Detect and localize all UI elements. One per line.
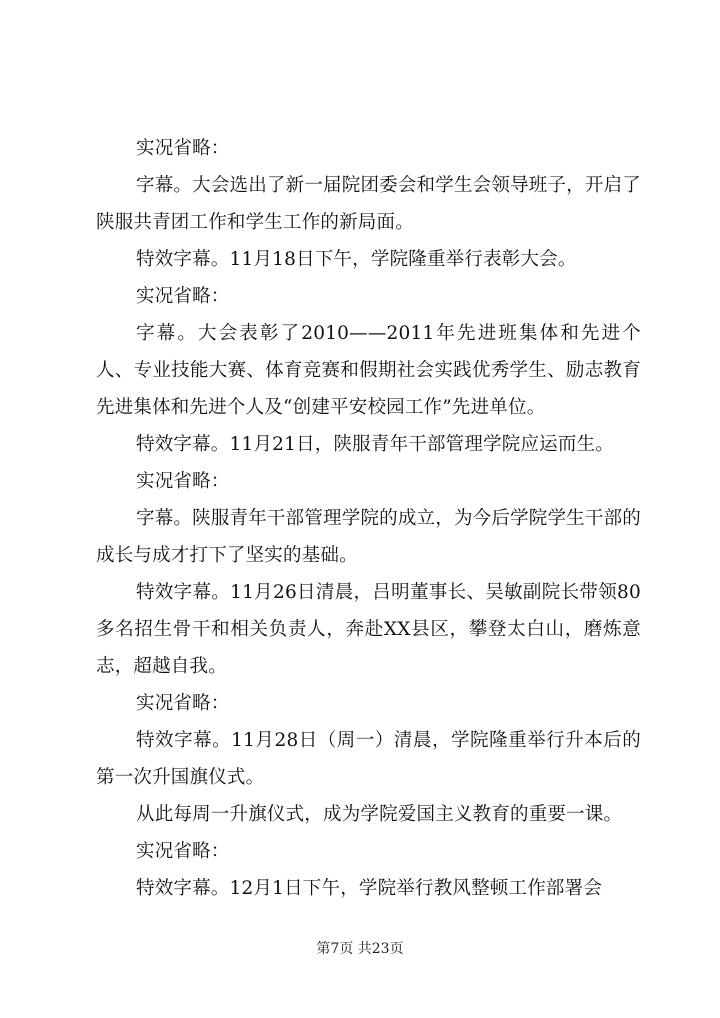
paragraph: 实况省略：: [136, 471, 230, 492]
paragraph: 从此每周一升旗仪式，成为学院爱国主义教育的重要一课。: [136, 804, 623, 825]
paragraph: 字幕。大会选出了新一届院团委会和学生会领导班子，开启了陕服共青团工作和学生工作的新局面。: [96, 175, 641, 233]
paragraph: 实况省略：: [136, 138, 230, 159]
page-number-label: 第7页 共23页: [316, 941, 404, 957]
paragraph: 实况省略：: [136, 693, 230, 714]
paragraph: 字幕。陕服青年干部管理学院的成立，为今后学院学生干部的成长与成才打下了坚实的基础。: [96, 508, 641, 566]
paragraph: 特效字幕。11月28日（周一）清晨，学院隆重举行升本后的第一次升国旗仪式。: [96, 730, 641, 788]
paragraph: 特效字幕。12月1日下午，学院举行教风整顿工作部署会: [136, 878, 603, 899]
paragraph: 特效字幕。11月21日，陕服青年干部管理学院应运而生。: [136, 434, 614, 455]
page-footer: [0, 938, 720, 958]
document-body: [96, 130, 641, 907]
paragraph: 实况省略：: [136, 286, 230, 307]
paragraph: 特效字幕。11月18日下午，学院隆重举行表彰大会。: [136, 249, 577, 270]
paragraph: 实况省略：: [136, 841, 230, 862]
paragraph: 字幕。大会表彰了2010——2011年先进班集体和先进个人、专业技能大赛、体育竞赛和假期社会实践优秀学生、励志教育先进集体和先进个人及“创建平安校园工作”先进单位。: [96, 323, 641, 418]
paragraph: 特效字幕。11月26日清晨，吕明董事长、吴敏副院长带领80多名招生骨干和相关负责人，奔赴XX县区，攀登太白山，磨炼意志，超越自我。: [96, 582, 641, 677]
